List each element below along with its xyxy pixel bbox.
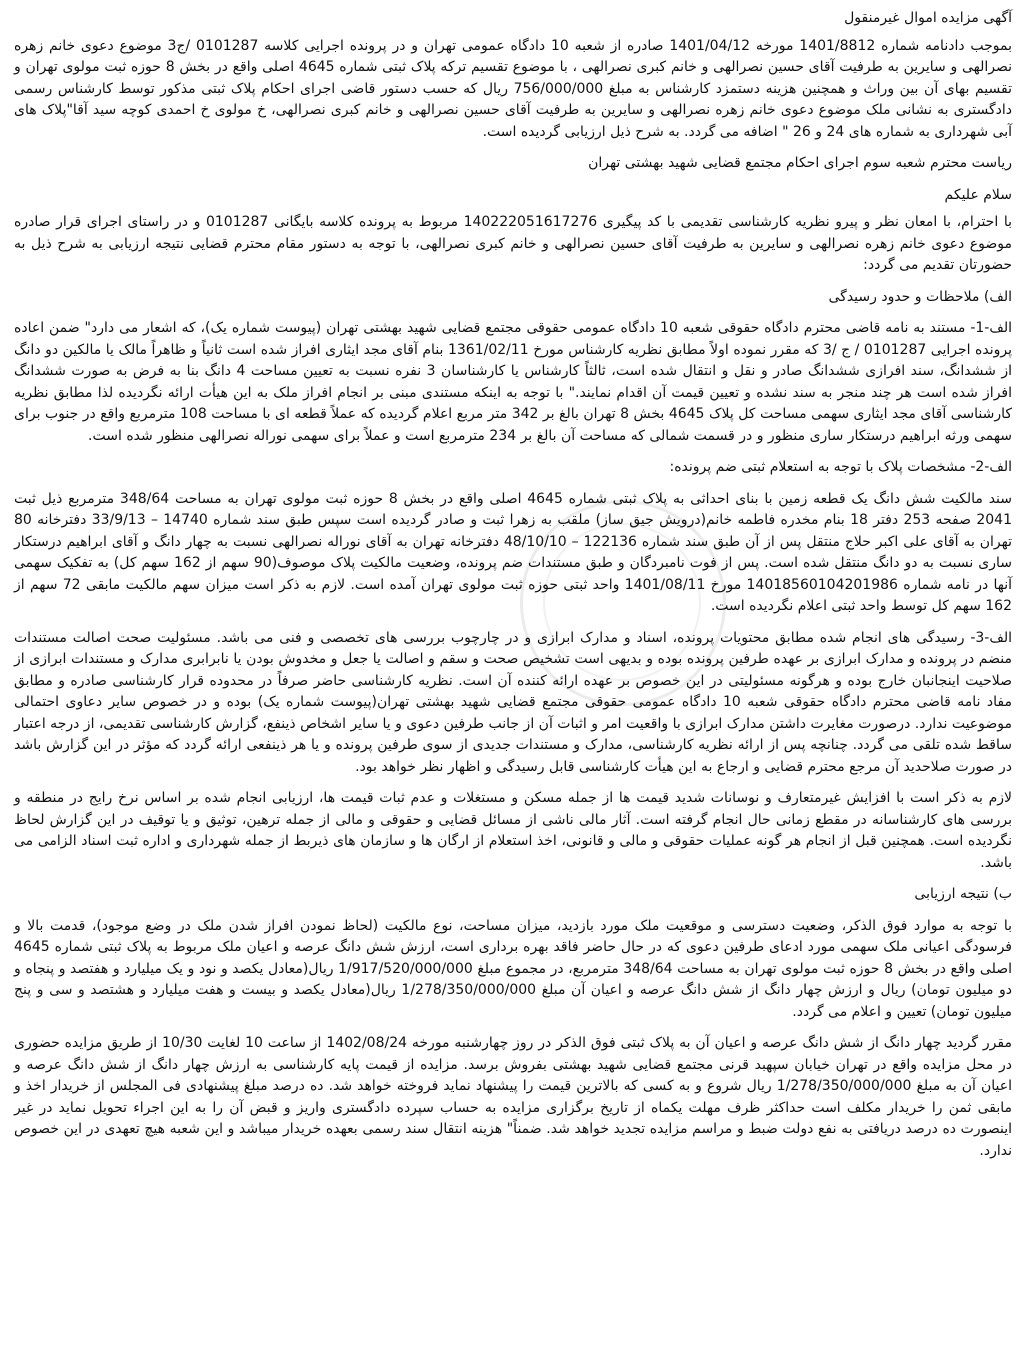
paragraph-a2: سند مالکیت شش دانگ یک قطعه زمین با بنای احداثی به پلاک ثبتی شماره 4645 اصلی واقع در بخش 8 حوزه ثبت مولوی تهران به مساحت 348/64 مترمربع ذیل ثبت 2041 صفحه 253 دفتر 18 بنام مخدره فاطمه خانم(درویش جیق ساز) ملقب به زهرا ثبت و صادر گردیده است سپس طبق سند شماره 14740 – 33/9/13 دفترخانه 80 تهران به آقای علی اکبر حلاج منتقل پس از آن طبق سند شماره 122136 – 48/10/10 دفترخانه تهران به آقای نوراله نصرالهی نسبت به چهار دانگ و آقای ابراهیم درستکار ساری نسبت به دو دانگ منتقل شده است. پس از فوت نامبردگان و طبق مستندات ضم پرونده، وضعیت مالکیت پلاک موصوف(90 سهم از 162 سهم کل) به تفکیک سهمی آنها در نامه شماره 14018560104201986 مورخ 1401/08/11 واحد ثبتی حوزه ثبت مولوی تهران آمده است. لازم به ذکر است میزان سهم مالکیت مابقی 72 سهم از 162 سهم کل توسط واحد ثبتی اعلام نگردیده است. [14,490,1012,614]
addressee-line: ریاست محترم شعبه سوم اجرای احکام مجتمع قضایی شهید بهشتی تهران [588,155,1012,171]
paragraph-b1: با توجه به موارد فوق الذکر، وضعیت دسترسی و موقعیت ملک مورد بازدید، میزان مساحت، نوع مالکیت (لحاظ نمودن افراز شدن ملک در وضع موجود)، قدمت بالا و فرسودگی اعیانی ملک سهمی مورد ادعای طرفین دعوی که در حال حاضر فاقد بهره برداری است، ارزش شش دانگ عرصه و اعیان ملک مربوط به پلاک ثبتی شماره 4645 اصلی واقع در بخش 8 حوزه ثبت مولوی تهران به مساحت 348/64 مترمربع، در مجموع مبلغ 1/917/520/000/000 ریال(معادل یکصد و نود و یک میلیارد و هفتصد و پنجاه و دو میلیون تومان) ریال و ارزش چهار دانگ از شش دانگ عرصه و اعیان آن مبلغ 1/278/350/000/000 ریال(معادل یکصد و بیست و هفت میلیارد و هشتصد و سی و پنج میلیون تومان) تعیین و اعلام می گردد. [14,917,1013,1020]
greeting-line: سلام علیکم [944,186,1012,203]
paragraph-b2: مقرر گردید چهار دانگ از شش دانگ عرصه و اعیان آن به پلاک ثبتی فوق الذکر در روز چهارشنبه مورخه 1402/08/24 از ساعت 10 لغایت 10/30 از طریق مزایده حضوری در محل مزایده واقع در تهران خیابان سپهبد قرنی مجتمع قضایی شهید بهشتی بفروش برسد. مزایده از قیمت پایه کارشناسی به ارزش چهار دانگ از شش دانگ عرصه و اعیان آن به مبلغ 1/278/350/000/000 ریال شروع و به کسی که بالاترین قیمت را پیشنهاد نماید فروخته خواهد شد. ده درصد مبلغ پیشنهادی فی المجلس از خریدار اخذ و مابقی ثمن را خریدار مکلف است حداکثر ظرف مهلت یکماه از تاریخ برگزاری مزایده به حساب سپرده دادگستری واریز و قبض آن را به این اجراء تحویل نماید در غیر اینصورت ده درصد دریافتی به نفع دولت ضبط و مراسم مزایده تجدید خواهد شد. ضمناً" هزینه انتقال سند رسمی بعهده خریدار میباشد و این شعبه هیچ تعهدی در این خصوص ندارد. [14,1035,1013,1159]
section-b-heading: ب) نتیجه ارزیابی [914,886,1012,902]
intro-paragraph: بموجب دادنامه شماره 1401/8812 مورخه 1401/04/12 صادره از شعبه 10 دادگاه عمومی تهران و در پرونده اجرایی کلاسه 0101287 /ج3 موضوع دعوی خانم زهره نصرالهی و سایرین به طرفیت آقای حسین نصرالهی و خانم کبری نصرالهی ، با موضوع تقسیم ترکه پلاک ثبتی شماره 4645 اصلی واقع در بخش 8 حوزه ثبت مولوی تهران و تقسیم بهای آن بین وراث و همچنین هزینه دستمزد کارشناس به مبلغ 756/000/000 ریال که حسب دستور قاضی اجرای احکام پلاک ثبتی مذکور توسط کارشناس رسمی دادگستری به نشانی ملک موضوع دعوی خانم زهره نصرالهی و سایرین به طرفیت آقای حسین نصرالهی و خانم کبری نصرالهی، خ مولوی خ احمدی کوچه سید آقا"پلاک های آبی شهرداری به شماره های 24 و 26 " اضافه می گردد. به شرح ذیل ارزیابی گردیده است. [14,37,1013,140]
paragraph-a1: الف-1- مستند به نامه قاضی محترم دادگاه حقوقی شعبه 10 دادگاه عمومی حقوقی مجتمع قضایی شهید بهشتی تهران (پیوست شماره یک)، که اشعار می دارد" ضمن اعاده پرونده اجرایی 0101287 / ج /3 که مقرر نموده اولاً مطابق نظریه کارشناس مورخ 1361/02/11 بنام آقای مجد ایثاری افراز شده است ثانیاً و ظاهراً مالک یا مالکین دو دانگ از ششدانگ، سند افرازی ششدانگ صادر و نقل و انتقال شده است، ثالثاً کارشناس یا کارشناسان 3 نفره نسبت به تعیین مساحت 4 دانگ بنا به فرض به صورت ششدانگ افراز شده است هر چند منجر به سند نشده و تعیین قیمت آن اقدام نمایند." با توجه به اینکه مستندی مبنی بر انجام افراز ملک به این هیأت ارائه نگردیده لذا مطابق نظریه کارشناسی آقای مجد ایثاری سهمی مساحت کل پلاک 4645 بخش 8 تهران بالغ بر 342 متر مربع اعلام گردیده که عملاً قطعه ای با مساحت 108 مترمربع واقع در جنوب برای سهمی ورثه ابراهیم درستکار ساری منظور و در قسمت شمالی که مساحت آن بالغ بر 234 مترمربع است و عملاً برای سهمی نوراله نصرالهی منظور شده است. [14,320,1013,444]
paragraph-a2-heading: الف-2- مشخصات پلاک با توجه به استعلام ثبتی ضم پرونده: [669,459,1012,475]
notice-title: آگهی مزایده اموال غیرمنقول [844,10,1012,26]
note-paragraph: لازم به ذکر است با افزایش غیرمتعارف و نوسانات شدید قیمت ها از جمله مسکن و مستغلات و عدم ثبات قیمت ها، ارزیابی انجام شده بر اساس نرخ رایج در منطقه و بررسی های کارشناسانه در مقطع زمانی حال انجام گرفته است. آثار مالی ناشی از مسائل قضایی و حقوقی و مالی از جمله ترهین، توثیق و یا توقیف در این گزارش لحاظ نگردیده است. همچنین قبل از انجام هر گونه عملیات حقوقی و مالی و قانونی، اخذ استعلام از ارگان ها و سازمان های ذیربط از جمله شهرداری و اداره ثبت اسناد الزامی می باشد. [14,790,1012,871]
opening-paragraph: با احترام، با امعان نظر و پیرو نظریه کارشناسی تقدیمی با کد پیگیری 140222051617276 مربوط به پرونده کلاسه بایگانی 0101287 و در راستای اجرای قرار صادره موضوع دعوی خانم زهره نصرالهی و سایرین به طرفیت آقای حسین نصرالهی و خانم کبری نصرالهی، با توجه به دستور مقام محترم قضایی نتیجه ارزیابی به شرح ذیل به حضورتان تقدیم می گردد: [14,214,1013,273]
section-a-heading: الف) ملاحظات و حدود رسیدگی [828,288,1012,305]
paragraph-a3: الف-3- رسیدگی های انجام شده مطابق محتویات پرونده، اسناد و مدارک ابرازی و در چارچوب بررسی های تخصصی و فنی می باشد. مسئولیت صحت اصالت مستندات منضم در پرونده و مدارک ابرازی بر عهده طرفین پرونده بوده و بدیهی است تشخیص صحت و سقم و اصالت یا جعل و مخدوش بودن یا نابرابری مدارک و مستندات ابرازی از صلاحیت اینجانبان خارج بوده و هرگونه مسئولیتی در این خصوص بر عهده ارائه کننده آن است. نظریه کارشناسی حاضر صرفاً در محدوده قرار کارشناسی صادره و مطابق مفاد نامه قاضی محترم دادگاه حقوقی شعبه 10 دادگاه عمومی حقوقی مجتمع قضایی شهید بهشتی تهران(پیوست شماره یک) بوده و در خصوص سایر دعاوی احتمالی موضوعیت ندارد. درصورت مغایرت داشتن مدارک ابرازی با واقعیت امر و اثبات آن از جانب طرفین دعوی و یا سایر اشخاص ذینفع، گزارش کارشناسی تقدیمی، از درجه اعتبار ساقط شده تلقی می گردد. چنانچه پس از ارائه نظریه کارشناسی، مدارک و مستندات جدیدی از سوی طرفین پرونده و یا هر ذینفعی ارائه گردد که مؤثر در این گزارش باشد در صورت صلاحدید آن مرجع محترم قضایی و ارجاع به این هیأت کارشناسی قابل رسیدگی و اظهار نظر خواهد بود. [14,629,1012,775]
